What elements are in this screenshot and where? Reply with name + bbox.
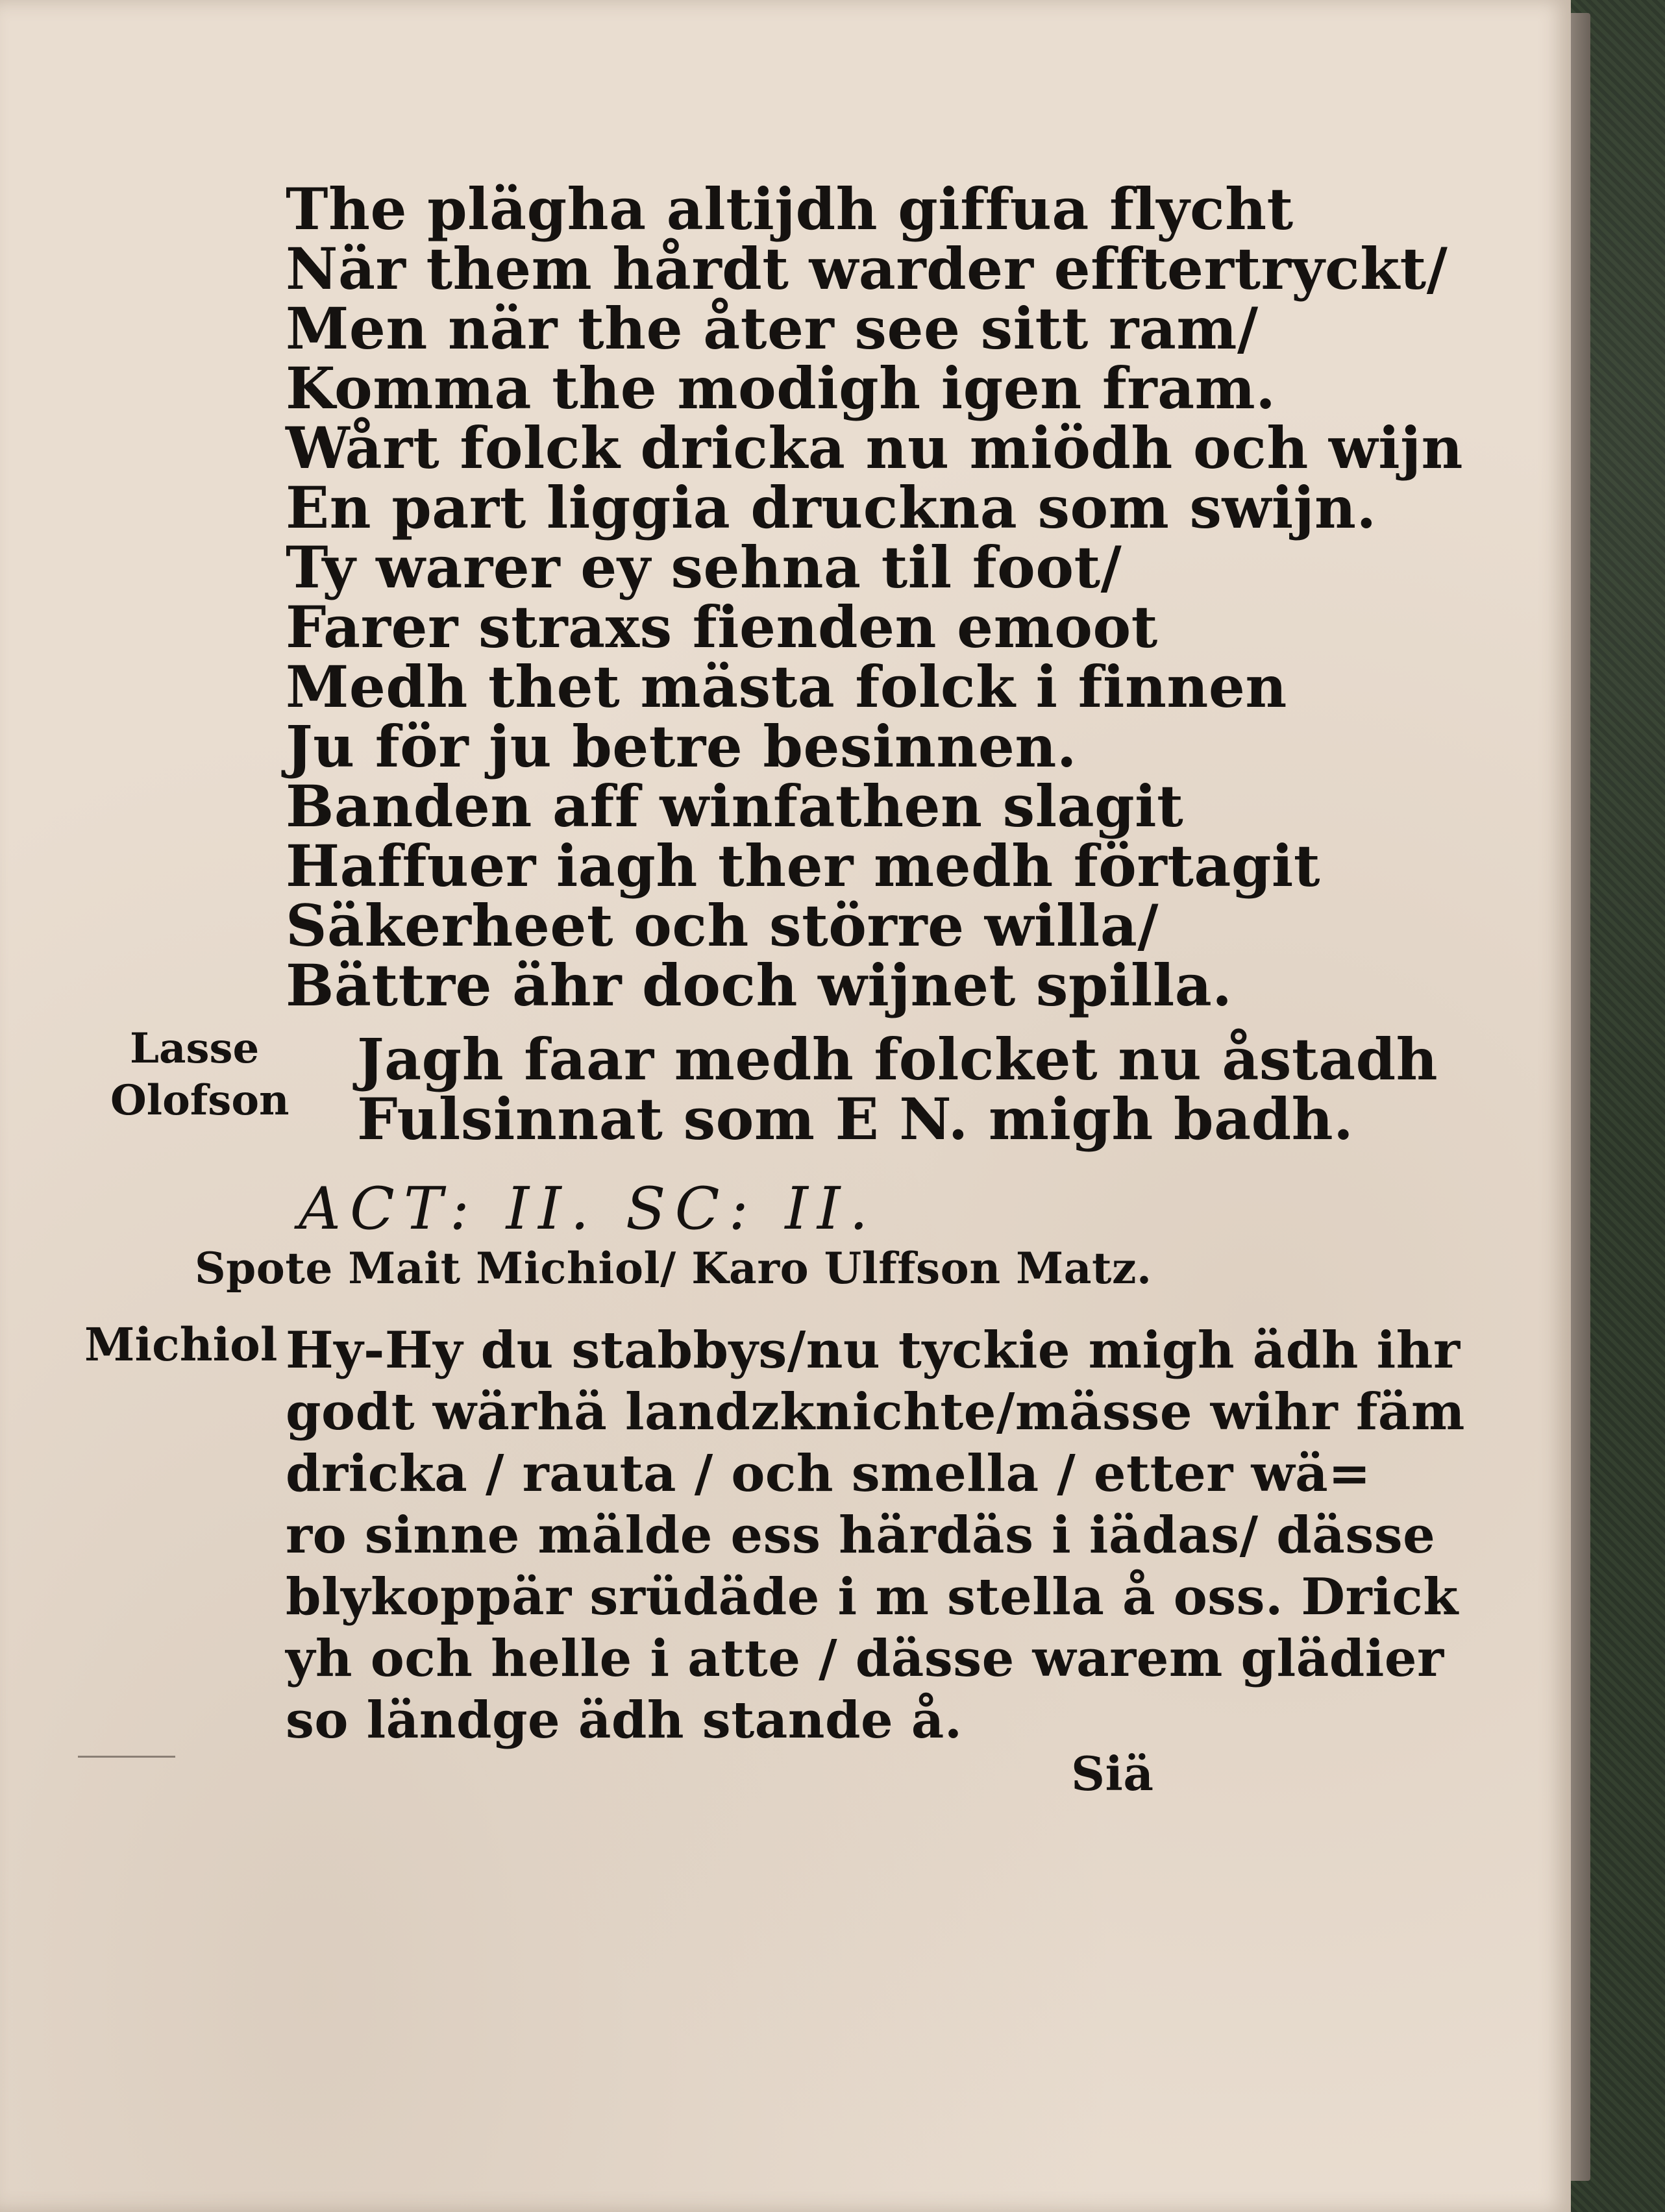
prose-line: blykoppär srüdäde i m stella å oss. Drick: [286, 1567, 1459, 1627]
verse-line: Ty warer ey sehna til foot/: [286, 534, 1122, 601]
prose-line: yh och helle i atte / dässe warem glädier: [286, 1629, 1444, 1688]
speaker-name: Michiol: [84, 1318, 278, 1371]
prose-line: ro sinne mälde ess härdäs i iädas/ dässe: [286, 1506, 1436, 1565]
cast-list: Spote Mait Michiol/ Karo Ulffson Matz.: [195, 1243, 1152, 1294]
act-scene-heading: ACT: II. SC: II.: [299, 1175, 878, 1243]
verse-line: Komma the modigh igen fram.: [286, 354, 1276, 422]
prose-line: dricka / rauta / och smella / etter wä=: [286, 1444, 1372, 1503]
speaker-name: Lasse: [130, 1024, 260, 1073]
prose-line: godt wärhä landzknichte/mässe wihr fäm: [286, 1382, 1465, 1442]
speaker-name: Olofson: [110, 1076, 290, 1125]
verse-line: Banden aff winfathen slagit: [286, 772, 1184, 840]
verse-line: Wårt folck dricka nu miödh och wijn: [286, 414, 1463, 482]
verse-line: Men när the åter see sitt ram/: [286, 295, 1259, 362]
prose-line: so ländge ädh stande å.: [286, 1691, 963, 1750]
verse-line: Haffuer iagh ther medh förtagit: [286, 832, 1320, 900]
verse-line: Säkerheet och större willa/: [286, 892, 1159, 959]
speech-line: Fulsinnat som E N. migh badh.: [357, 1085, 1354, 1153]
ink-mark: [78, 1756, 175, 1758]
speech-line: Jagh faar medh folcket nu åstadh: [357, 1026, 1438, 1093]
verse-line: När them hårdt warder efftertryckt/: [286, 235, 1448, 302]
verse-line: Bättre ähr doch wijnet spilla.: [286, 952, 1233, 1019]
verse-line: The plägha altijdh giffua flycht: [286, 175, 1294, 243]
catchword: Siä: [1071, 1746, 1154, 1801]
verse-line: Medh thet mästa folck i finnen: [286, 653, 1287, 720]
verse-line: Ju för ju betre besinnen.: [286, 713, 1077, 780]
verse-line: Farer straxs fienden emoot: [286, 593, 1158, 661]
prose-line: Hy-Hy du stabbys/nu tyckie migh ädh ihr: [286, 1321, 1461, 1380]
verse-line: En part liggia druckna som swijn.: [286, 474, 1377, 541]
